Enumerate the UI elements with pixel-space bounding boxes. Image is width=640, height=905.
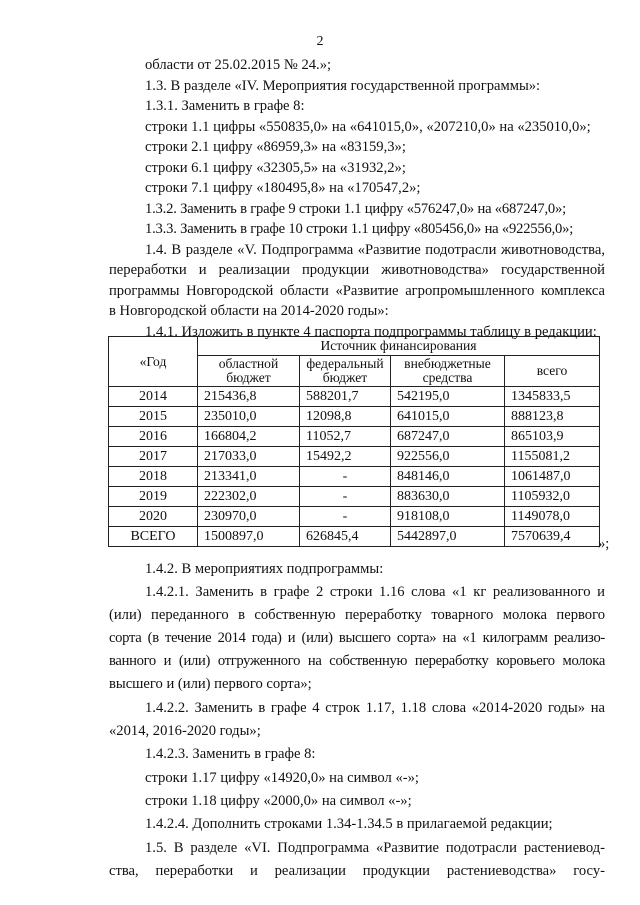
column-header: федеральный бюджет	[300, 356, 391, 387]
value-cell: 217033,0	[198, 447, 300, 467]
text-line: строки 6.1 цифру «32305,5» на «31932,2»;	[145, 160, 406, 176]
value-cell: 883630,0	[391, 487, 505, 507]
value-cell: 687247,0	[391, 427, 505, 447]
value-cell: 12098,8	[300, 407, 391, 427]
text-line: 1.4.2.4. Дополнить строками 1.34-1.34.5 в прилагаемой редакции;	[145, 816, 553, 832]
table-row	[109, 487, 600, 507]
value-cell: 235010,0	[198, 407, 300, 427]
value-cell: 7570639,4	[505, 527, 600, 547]
year-cell: 2014	[109, 387, 198, 407]
text-line: «2014, 2016-2020 годы»;	[109, 723, 261, 739]
table-row	[109, 447, 600, 467]
text-line: 1.5. В разделе «VI. Подпрограмма «Развитие подотрасли растениевод-	[145, 840, 605, 856]
year-header: «Год	[109, 337, 198, 387]
text-line: 1.3.3. Заменить в графе 10 строки 1.1 цифру «805456,0» на «922556,0»;	[145, 221, 574, 237]
column-header: внебюджетные средства	[391, 356, 505, 387]
value-cell: 1155081,2	[505, 447, 600, 467]
value-cell: 166804,2	[198, 427, 300, 447]
column-header: областной бюджет	[198, 356, 300, 387]
text-line: переработки и реализации продукции животноводства» государственной	[109, 262, 605, 278]
value-cell: 922556,0	[391, 447, 505, 467]
text-line: ства, переработки и реализации продукции растениеводства» госу-	[109, 863, 605, 879]
value-cell: 1500897,0	[198, 527, 300, 547]
text-line: 1.4.2.3. Заменить в графе 8:	[145, 746, 316, 762]
text-line: высшего и (или) первого сорта»;	[109, 676, 312, 692]
value-cell: 15492,2	[300, 447, 391, 467]
text-line: 1.3. В разделе «IV. Мероприятия государственной программы»:	[145, 78, 541, 94]
value-cell: 888123,8	[505, 407, 600, 427]
financing-table	[108, 336, 600, 547]
text-line: строки 1.17 цифру «14920,0» на символ «-»;	[145, 770, 419, 786]
value-cell: 213341,0	[198, 467, 300, 487]
text-line: 1.4.2.1. Заменить в графе 2 строки 1.16 слова «1 кг реализованного и	[145, 584, 605, 600]
value-cell: 215436,8	[198, 387, 300, 407]
year-cell: 2020	[109, 507, 198, 527]
value-cell: -	[300, 487, 391, 507]
text-line: 1.4.2. В мероприятиях подпрограммы:	[145, 561, 384, 577]
value-cell: 588201,7	[300, 387, 391, 407]
table-row	[109, 407, 600, 427]
page-number: 2	[316, 34, 324, 49]
table-row	[109, 527, 600, 547]
value-cell: 918108,0	[391, 507, 505, 527]
text-line: сорта (в течение 2014 года) и (или) высшего сорта» на «1 килограмм реализо-	[109, 630, 605, 646]
year-cell: 2018	[109, 467, 198, 487]
text-line: (или) переданного в собственную переработку товарного молока первого	[109, 607, 605, 623]
table-row	[109, 427, 600, 447]
text-line: области от 25.02.2015 № 24.»;	[145, 57, 332, 73]
year-cell: 2015	[109, 407, 198, 427]
year-cell: 2019	[109, 487, 198, 507]
value-cell: 1105932,0	[505, 487, 600, 507]
value-cell: 222302,0	[198, 487, 300, 507]
table-row	[109, 387, 600, 407]
text-line: строки 1.18 цифру «2000,0» на символ «-»;	[145, 793, 412, 809]
year-cell: ВСЕГО	[109, 527, 198, 547]
text-line: программы Новгородской области «Развитие агропромышленного комплекса	[109, 283, 605, 299]
value-cell: -	[300, 507, 391, 527]
value-cell: 1061487,0	[505, 467, 600, 487]
table-row	[109, 507, 600, 527]
year-cell: 2017	[109, 447, 198, 467]
group-header: Источник финансирования	[198, 337, 600, 356]
column-header: всего	[505, 356, 600, 387]
value-cell: 1149078,0	[505, 507, 600, 527]
text-line: ванного и (или) отгруженного на собственную переработку коровьего молока	[109, 653, 605, 669]
text-line: 1.3.2. Заменить в графе 9 строки 1.1 цифру «576247,0» на «687247,0»;	[145, 201, 566, 217]
text-line: в Новгородской области на 2014-2020 годы»:	[109, 303, 389, 319]
value-cell: 848146,0	[391, 467, 505, 487]
text-line: строки 2.1 цифру «86959,3» на «83159,3»;	[145, 139, 406, 155]
value-cell: -	[300, 467, 391, 487]
text-line: 1.4. В разделе «V. Подпрограмма «Развитие подотрасли животноводства,	[145, 242, 605, 258]
text-line: строки 7.1 цифру «180495,8» на «170547,2»;	[145, 180, 421, 196]
value-cell: 5442897,0	[391, 527, 505, 547]
table-closing: »;	[598, 536, 610, 552]
text-line: 1.4.1. Изложить в пункте 4 паспорта подпрограммы таблицу в редакции:	[145, 324, 597, 340]
text-line: 1.4.2.2. Заменить в графе 4 строк 1.17, 1.18 слова «2014-2020 годы» на	[145, 700, 605, 716]
value-cell: 1345833,5	[505, 387, 600, 407]
value-cell: 641015,0	[391, 407, 505, 427]
value-cell: 230970,0	[198, 507, 300, 527]
value-cell: 626845,4	[300, 527, 391, 547]
value-cell: 11052,7	[300, 427, 391, 447]
text-line: строки 1.1 цифры «550835,0» на «641015,0», «207210,0» на «235010,0»;	[145, 119, 591, 135]
value-cell: 865103,9	[505, 427, 600, 447]
table-row	[109, 467, 600, 487]
value-cell: 542195,0	[391, 387, 505, 407]
year-cell: 2016	[109, 427, 198, 447]
text-line: 1.3.1. Заменить в графе 8:	[145, 98, 305, 114]
